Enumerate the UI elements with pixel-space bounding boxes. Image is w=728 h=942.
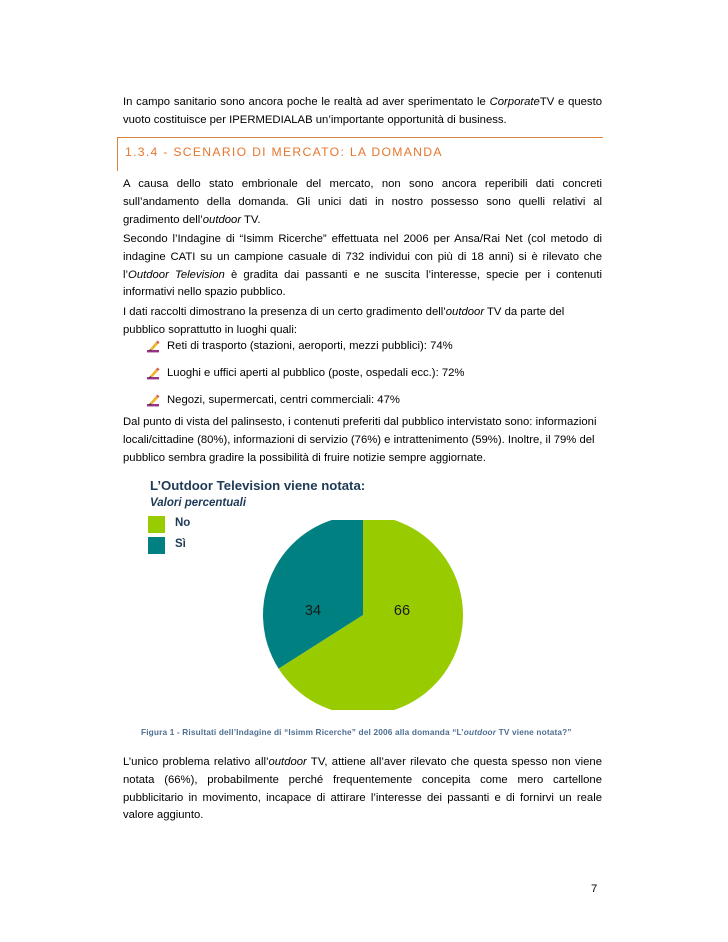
page-number: 7: [591, 883, 598, 895]
market-paragraph-2: Secondo l’Indagine di “Isimm Ricerche” effettuata nel 2006 per Ansa/Rai Net (col metodo di indagine CATI su un campione casuale di 732 individui con più di 18 anni) si è rilevato che l’Outdoor Television è gradita dai passanti e ne suscita l’interesse, specie per i contenuti informativi nello spazio pubblico.: [123, 233, 602, 299]
section-heading-text: 1.3.4 - SCENARIO DI MERCATO: LA DOMANDA: [125, 145, 443, 159]
pie-value-label: 34: [304, 603, 322, 619]
conclusion-paragraph: L’unico problema relativo all’outdoor TV, attiene all’aver rilevato che questa spesso non viene notata (66%), probabilmente perché frequentemente concepita come mero cartellone pubblicitario in movimento, incapace di attirare l’interesse dei passanti e di fornirvi un reale valore aggiunto.: [123, 756, 602, 822]
chart-subtitle: Valori percentuali: [150, 497, 247, 509]
pencil-bullet-icon: [146, 393, 160, 407]
market-paragraph-4: Dal punto di vista del palinsesto, i contenuti preferiti dal pubblico intervistato sono: informazioni locali/cittadine (80%), informazioni di servizio (76%) e intrattenimento (59%). Inoltre, il 79% del pubblico sembra gradire la possibilità di fruire notizie sempre aggiornate.: [123, 416, 597, 464]
legend-swatch-si: [148, 537, 165, 554]
intro-paragraph: In campo sanitario sono ancora poche le realtà ad aver sperimentato le CorporateTV e questo vuoto costituisce per IPERMEDIALAB un’importante opportunità di business.: [123, 96, 602, 126]
figure-caption: Figura 1 - Risultati dell’Indagine di “Isimm Ricerche” del 2006 alla domanda “L’outdoor TV viene notata?”: [141, 727, 572, 737]
pie-chart: [255, 520, 470, 710]
document-page: In campo sanitario sono ancora poche le realtà ad aver sperimentato le CorporateTV e questo vuoto costituisce per IPERMEDIALAB un’importante opportunità di business. 1.3.4 - SCENARIO DI MERCATO: LA DOMANDA A causa dello stato embrionale del mercato, non sono ancora reperibili dati concreti sull’andamento della domanda. Gli unici dati in nostro possesso sono quelli relativi al gradimento dell’outdoor TV. Secondo l’Indagine di “Isimm Ricerche” effettuata nel 2006 per Ansa/Rai Net (col metodo di indagine CATI su un campione casuale di 732 individui con più di 18 anni) si è rilevato che l’Outdoor Television è gradita dai passanti e ne suscita l’interesse, specie per i contenuti informativi nello spazio pubblico. I dati raccolti dimostrano la presenza di un certo gradimento dell’outdoor TV da parte del pubblico soprattutto in luoghi quali: Reti di trasporto (stazioni, aeroporti, mezzi pubblici): 74% Luoghi e uffici aperti al pubblico (poste, ospedali ecc.): 72% Negozi, supermercati, centri commerciali: 47% Dal punto di vista del palinsesto, i contenuti preferiti dal pubblico intervistato sono: informazioni locali/cittadine (80%), informazioni di servizio (76%) e intrattenimento (59%). Inoltre, il 79% del pubblico sembra gradire la possibilità di fruire notizie sempre aggiornate. L’Outdoor Television viene notata: Valori percentuali No Sì 66 34 Figura 1 - Risultati dell’Indagine di “Isimm Ricerche” del 2006 alla domanda “L’outdoor TV viene notata?” L’unico problema relativo all’outdoor TV, attiene all’aver rilevato che questa spesso non viene notata (66%), probabilmente perché frequentemente concepita come mero cartellone pubblicitario in movimento, incapace di attirare l’interesse dei passanti e di fornirvi un reale valore aggiunto. 7: [0, 0, 728, 942]
pencil-bullet-icon: [146, 366, 160, 380]
chart-title: L’Outdoor Television viene notata:: [150, 478, 366, 493]
legend-swatch-no: [148, 516, 165, 533]
market-paragraph-1: A causa dello stato embrionale del mercato, non sono ancora reperibili dati concreti sull’andamento della domanda. Gli unici dati in nostro possesso sono quelli relativi al gradimento dell’outdoor TV.: [123, 178, 602, 226]
market-paragraph-3: I dati raccolti dimostrano la presenza di un certo gradimento dell’outdoor TV da parte del pubblico soprattutto in luoghi quali:: [123, 306, 565, 336]
pie-value-label: 66: [393, 603, 411, 619]
section-heading: [117, 137, 603, 171]
pencil-bullet-icon: [146, 339, 160, 353]
